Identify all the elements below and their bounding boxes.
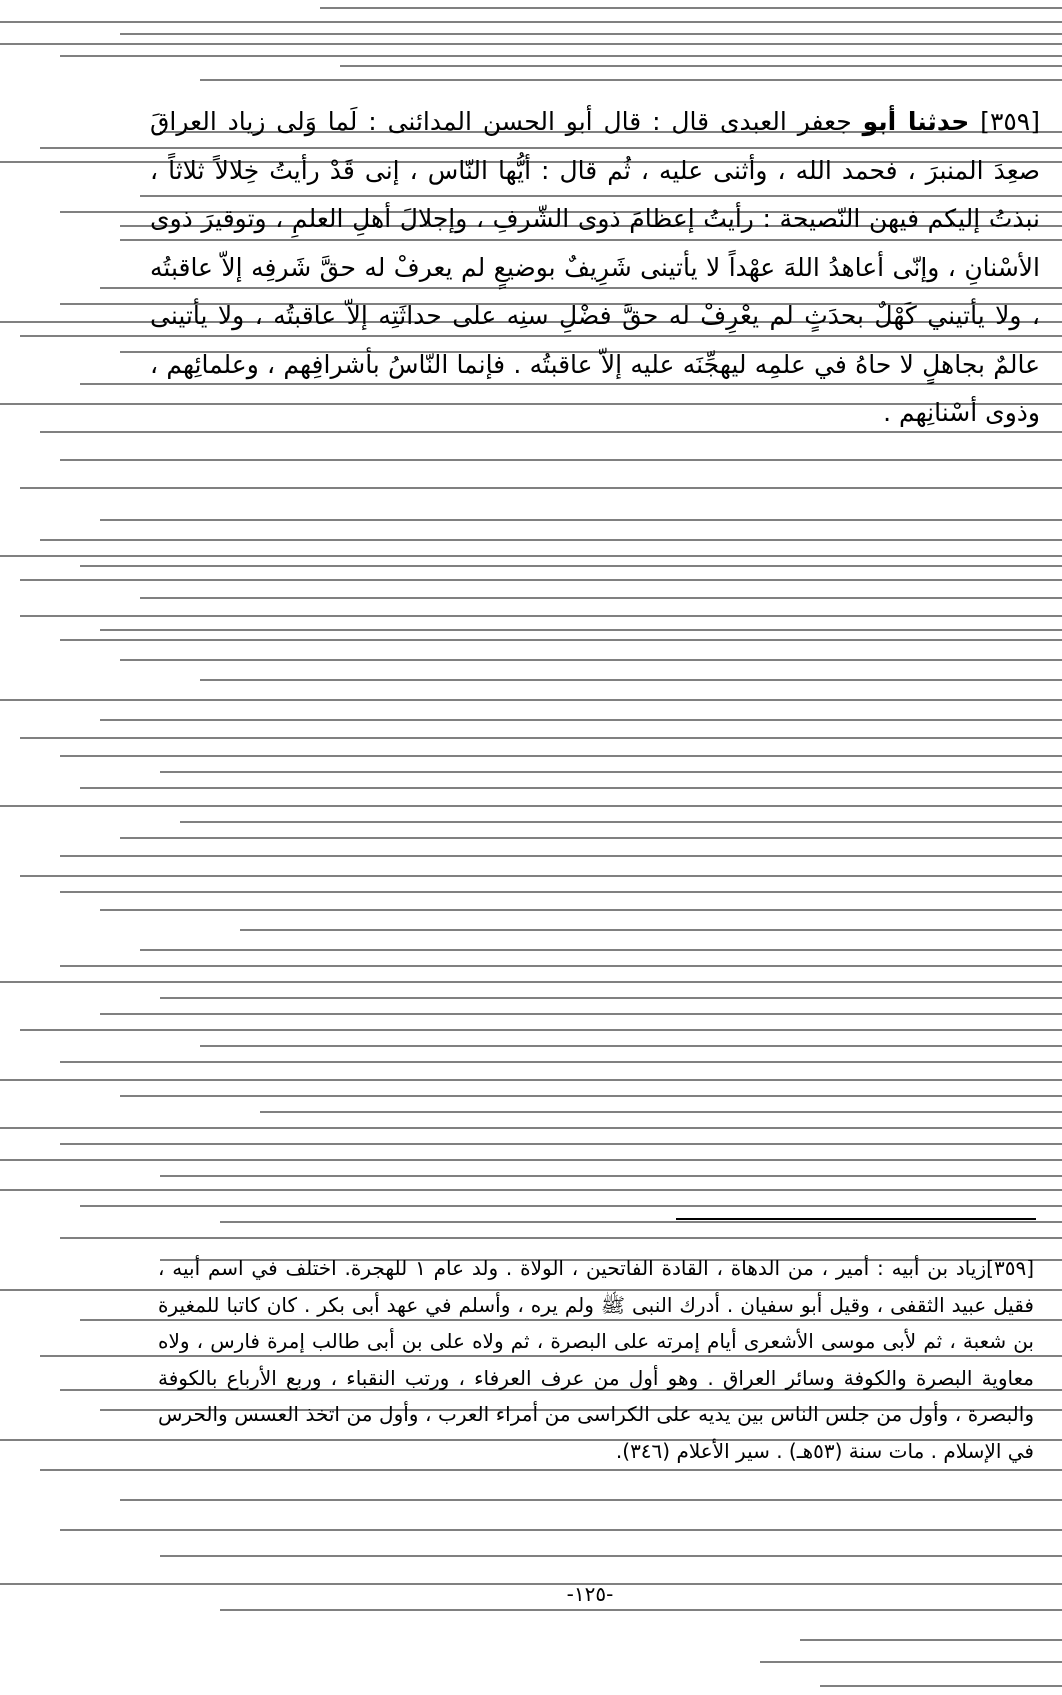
footnote-separator bbox=[676, 1218, 1036, 1220]
hadith-lead: حدثنا أبو bbox=[862, 107, 970, 136]
footnote-paragraph bbox=[158, 1250, 1034, 1469]
page-number: -١٢٥- bbox=[566, 1582, 614, 1606]
footnote-text: زياد بن أبيه : أمير ، من الدهاة ، القادة الفاتحين ، الولاة . ولد عام ١ للهجرة. اختلف في اسم أبيه ، فقيل عبيد الثقفى ، وقيل أبو سفيان . أدرك النبى ﷺ ولم يره ، وأسلم في عهد أبى بكر . كان كاتبا للمغيرة بن شعبة ، ثم لأبى موسى الأشعرى أيام إمرته على البصرة ، ثم ولاه على بن أبى طالب إمرة فارس ، ولاه معاوية البصرة والكوفة وسائر العراق . وهو أول من عرف العرفاء ، ورتب النقباء ، وربع الأرباع بالكوفة والبصرة ، وأول من جلس الناس بين يديه على الكراسى من أمراء العرب ، وأول من اتخذ العسس والحرس في الإسلام . مات سنة (٥٣هـ) . سير الأعلام (٣٤٦). bbox=[158, 1256, 1034, 1463]
footnote-number: [٣٥٩] bbox=[986, 1256, 1034, 1280]
hadith-number: [٣٥٩] bbox=[980, 107, 1040, 136]
hadith-text: جعفر العبدى قال : قال أبو الحسن المدائنى : لَما وَلى زياد العراقَ صعِدَ المنبرَ ، فحمد الله ، وأثنى عليه ، ثُم قال : أيُّها النّاس ، إنى قَدْ رأيتُ خِلالاً ثلاثاً ، نبذتُ إليكم فيهن النّصيحة : رأيتُ إعظامَ ذوى الشّرفِ ، وإجلالَ أهلِ العلمِ ، وتوقيرَ ذوى الأسْنانِ ، وإنّى أعاهدُ اللهَ عهْداً لا يأتينى شَرِيفٌ بوضيعٍ لم يعرفْ له حقَّ شَرفِه إلاّ عاقبتُه ، ولا يأتيني كَهْلٌ بحدَثٍ لم يعْرِفْ له حقَّ فضْلِ سنِه على حداثَتِه إلاّ عاقبتُه ، ولا يأتينى عالمٌ بجاهلٍ لا حاهُ في علمِه ليهجِّنَه عليه إلاّ عاقبتُه . فإنما النّاسُ بأشرافِهم ، وعلمائِهم ، وذوى أسْنانِهم . bbox=[150, 107, 1040, 427]
main-paragraph bbox=[150, 98, 1040, 438]
